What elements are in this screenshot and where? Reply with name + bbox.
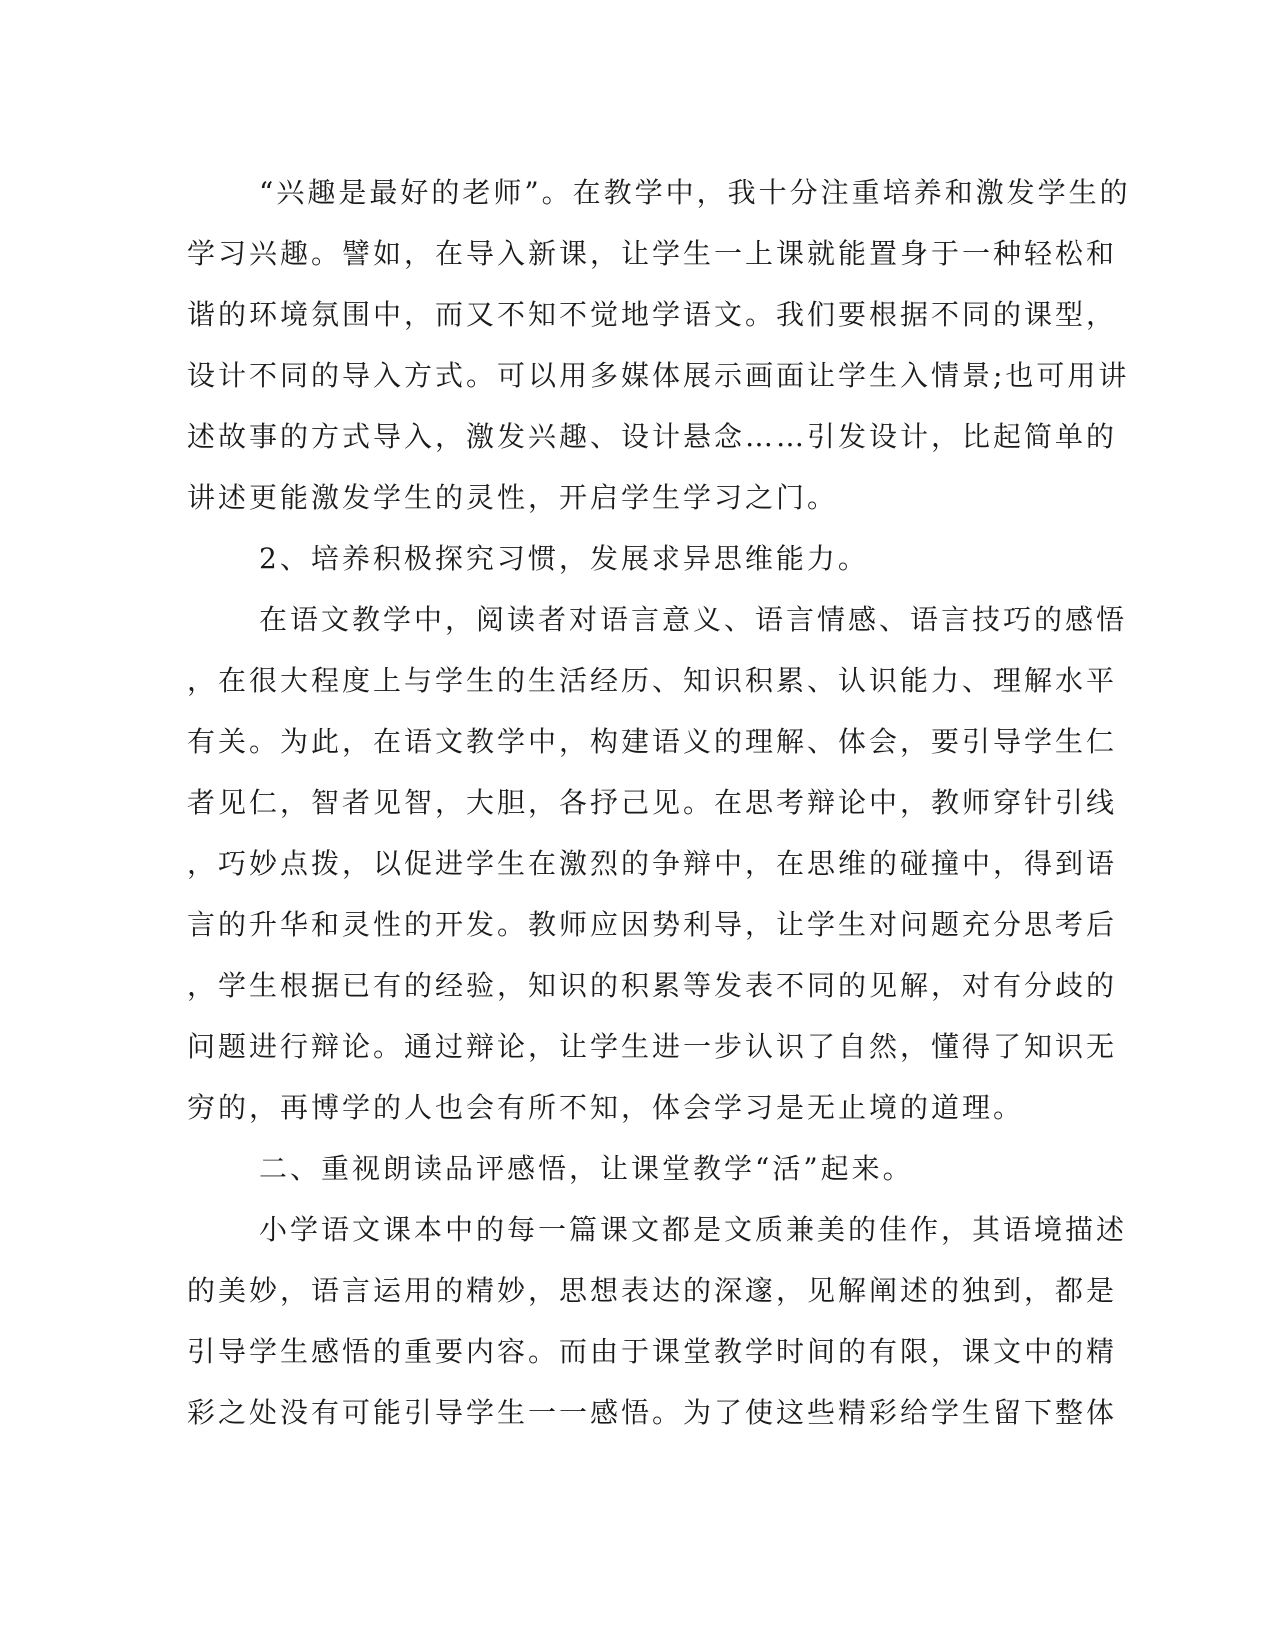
text-line: 者见仁，智者见智，大胆，各抒己见。在思考辩论中，教师穿针引线 xyxy=(187,786,1118,819)
text-line: 穷的，再博学的人也会有所不知，体会学习是无止境的道理。 xyxy=(187,1091,1025,1124)
section-heading: 二、重视朗读品评感悟，让课堂教学“活”起来。 xyxy=(259,1152,914,1185)
text-line: 言的升华和灵性的开发。教师应因势利导，让学生对问题充分思考后 xyxy=(187,908,1118,941)
text-line: 学习兴趣。譬如，在导入新课，让学生一上课就能置身于一种轻松和 xyxy=(187,237,1118,270)
text-line: ，学生根据已有的经验，知识的积累等发表不同的见解，对有分歧的 xyxy=(187,969,1118,1002)
text-line: 设计不同的导入方式。可以用多媒体展示画面让学生入情景;也可用讲 xyxy=(187,359,1130,392)
text-line: “兴趣是最好的老师”。在教学中，我十分注重培养和激发学生的 xyxy=(259,176,1131,209)
document-body xyxy=(187,162,1131,1443)
text-line: 的美妙，语言运用的精妙，思想表达的深邃，见解阐述的独到，都是 xyxy=(187,1274,1118,1307)
text-line: 谐的环境氛围中，而又不知不觉地学语文。我们要根据不同的课型， xyxy=(187,298,1118,331)
text-line: 在语文教学中，阅读者对语言意义、语言情感、语言技巧的感悟 xyxy=(259,603,1128,636)
text-line: 问题进行辩论。通过辩论，让学生进一步认识了自然，懂得了知识无 xyxy=(187,1030,1118,1063)
text-line: ，巧妙点拨，以促进学生在激烈的争辩中，在思维的碰撞中，得到语 xyxy=(187,847,1118,880)
text-line: 讲述更能激发学生的灵性，开启学生学习之门。 xyxy=(187,481,839,514)
text-line: 述故事的方式导入，激发兴趣、设计悬念……引发设计，比起简单的 xyxy=(187,420,1118,453)
section-heading: 2、培养积极探究习惯，发展求异思维能力。 xyxy=(259,542,869,575)
text-line: ，在很大程度上与学生的生活经历、知识积累、认识能力、理解水平 xyxy=(187,664,1118,697)
text-line: 彩之处没有可能引导学生一一感悟。为了使这些精彩给学生留下整体 xyxy=(187,1396,1118,1429)
text-line: 有关。为此，在语文教学中，构建语义的理解、体会，要引导学生仁 xyxy=(187,725,1118,758)
text-line: 引导学生感悟的重要内容。而由于课堂教学时间的有限，课文中的精 xyxy=(187,1335,1118,1368)
text-line: 小学语文课本中的每一篇课文都是文质兼美的佳作，其语境描述 xyxy=(259,1213,1128,1246)
